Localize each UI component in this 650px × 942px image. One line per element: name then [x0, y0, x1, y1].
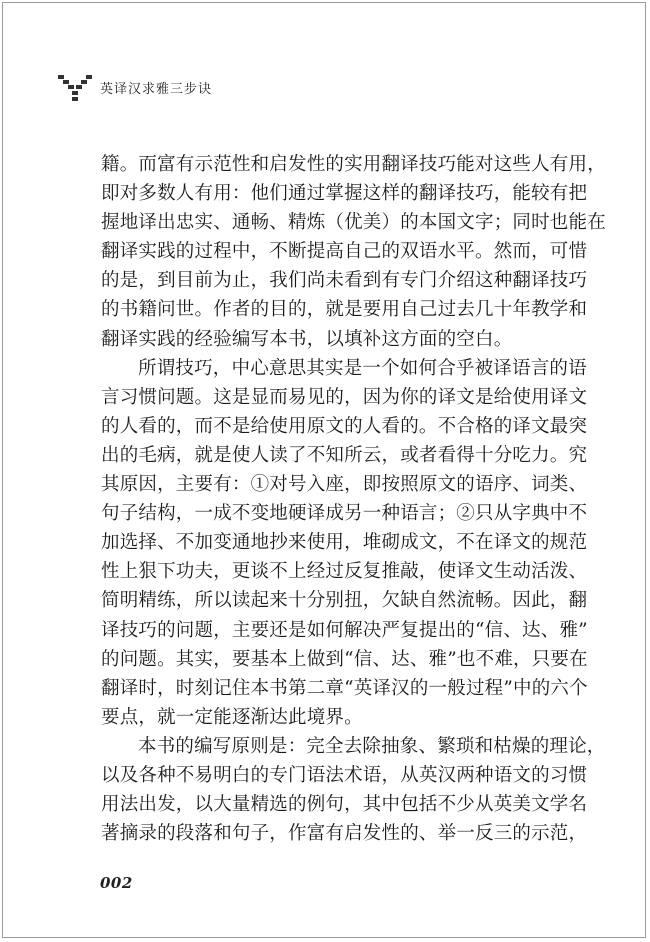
text-line: 以及各种不易明白的专门语法术语，从英汉两种语文的习惯 — [101, 764, 588, 786]
text-line: 的问题。其实，要基本上做到“信、达、雅”也不难，只要在 — [101, 648, 588, 670]
text-line: 译技巧的问题，主要还是如何解决严复提出的“信、达、雅” — [101, 619, 588, 641]
text-line: 出的毛病，就是使人读了不知所云，或者看得十分吃力。究 — [101, 444, 588, 466]
running-head — [58, 72, 212, 102]
body-text — [101, 150, 606, 848]
text-line: 翻译实践的经验编写本书，以填补这方面的空白。 — [101, 328, 513, 350]
text-line: 著摘录的段落和句子，作富有启发性的、举一反三的示范， — [101, 823, 588, 845]
text-line: 其原因，主要有：①对号入座，即按照原文的语序、词类、 — [101, 474, 588, 496]
text-line: 性上狠下功夫，更谈不上经过反复推敲，使译文生动活泼、 — [101, 561, 588, 583]
text-line: 翻译时，时刻记住本书第二章“英译汉的一般过程”中的六个 — [101, 677, 588, 699]
text-line: 加选择、不加变通地抄来使用，堆砌成文，不在译文的规范 — [101, 532, 588, 554]
text-line: 即对多数人有用：他们通过掌握这样的翻译技巧，能较有把 — [101, 183, 588, 205]
text-line: 握地译出忠实、通畅、精炼（优美）的本国文字；同时也能在 — [101, 212, 606, 234]
text-line: 所谓技巧，中心意思其实是一个如何合乎被译语言的语 — [138, 357, 587, 379]
text-line: 的书籍问世。作者的目的，就是要用自己过去几十年教学和 — [101, 299, 588, 321]
text-line: 言习惯问题。这是显而易见的，因为你的译文是给使用译文 — [101, 386, 588, 408]
text-line: 的人看的，而不是给使用原文的人看的。不合格的译文最突 — [101, 415, 588, 437]
text-line: 句子结构，一成不变地硬译成另一种语言；②只从字典中不 — [101, 503, 588, 525]
text-line: 用法出发，以大量精选的例句，其中包括不少从英美文学名 — [101, 794, 588, 816]
text-line: 的是，到目前为止，我们尚未看到有专门介绍这种翻译技巧 — [101, 270, 588, 292]
text-line: 翻译实践的过程中，不断提高自己的双语水平。然而，可惜 — [101, 241, 588, 263]
text-line: 简明精练，所以读起来十分别扭，欠缺自然流畅。因此，翻 — [101, 590, 588, 612]
page-number: 002 — [100, 874, 133, 892]
text-line: 籍。而富有示范性和启发性的实用翻译技巧能对这些人有用， — [101, 154, 606, 175]
text-line: 要点，就一定能逐渐达此境界。 — [101, 706, 363, 728]
dotted-chevron-icon — [58, 72, 92, 102]
text-line: 本书的编写原则是：完全去除抽象、繁琐和枯燥的理论， — [138, 735, 606, 757]
running-head-title: 英译汉求雅三步诀 — [100, 81, 213, 97]
